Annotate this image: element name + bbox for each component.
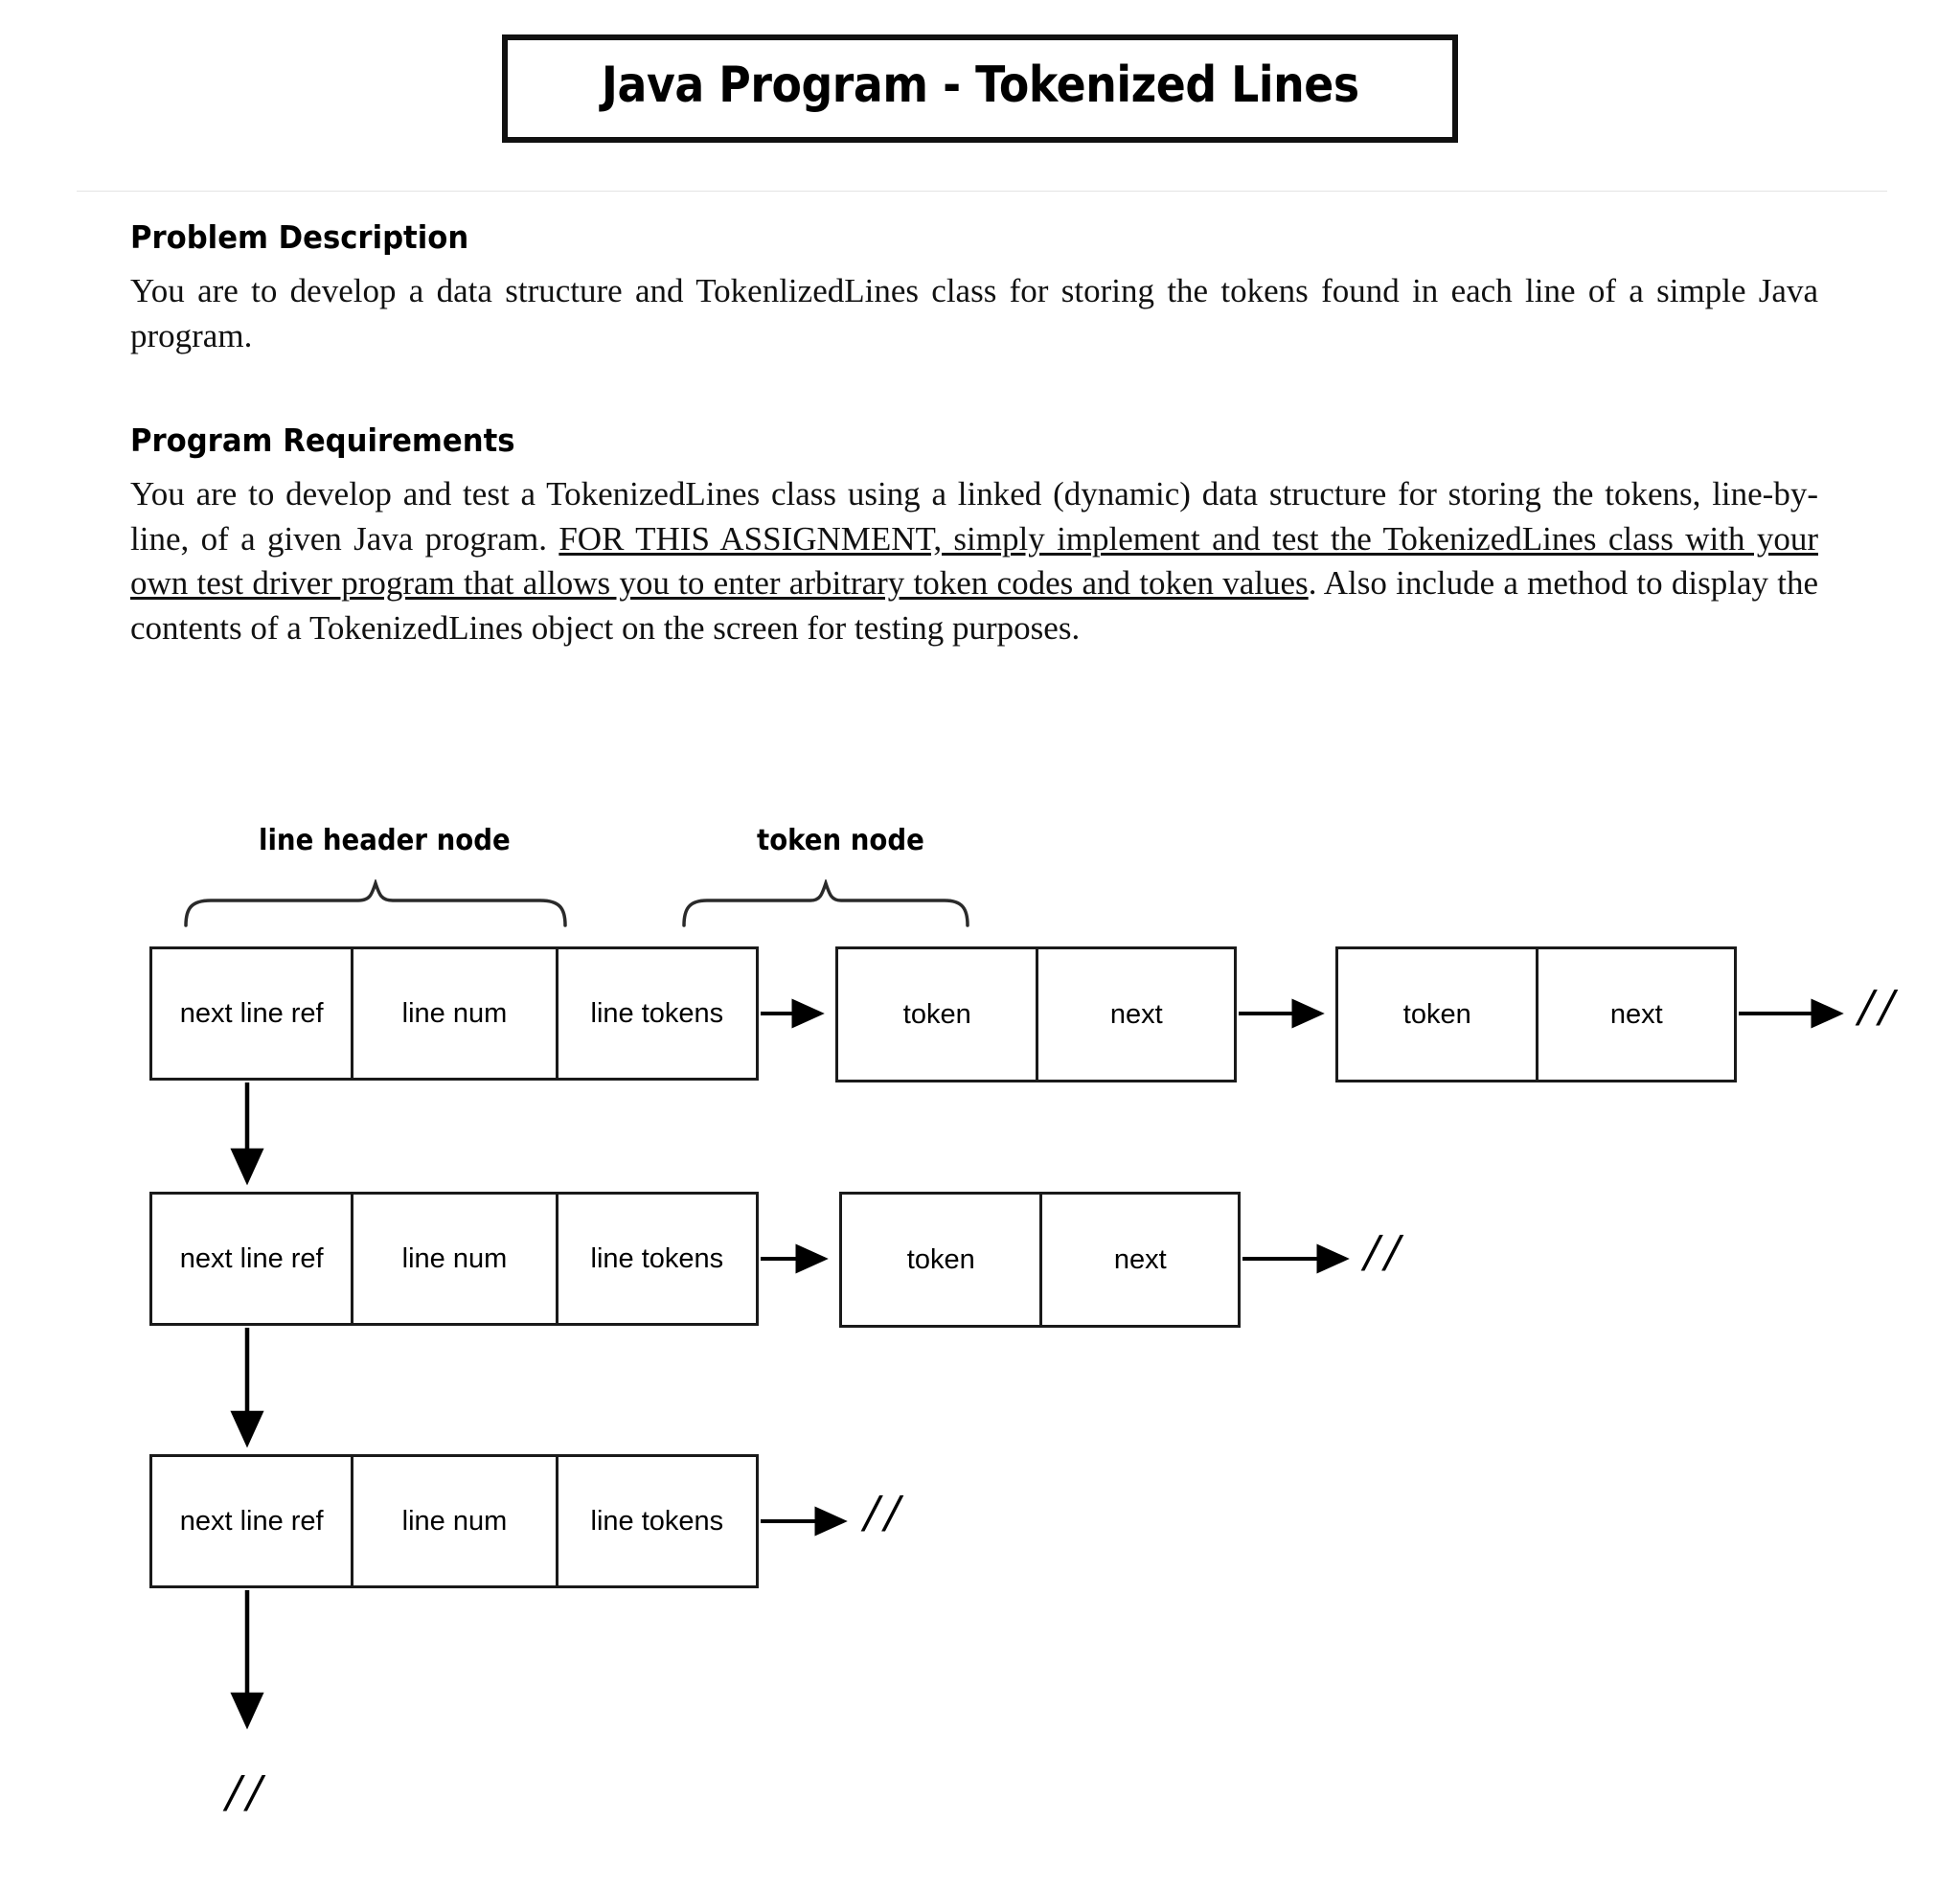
- token-node-row-1-item-2: [1335, 946, 1737, 1082]
- token-node-row-1-item-1: [835, 946, 1237, 1082]
- paragraph-problem-description: You are to develop a data structure and TokenlizedLines class for storing the tokens found in each line of a simple Java program.: [130, 272, 1818, 354]
- page-title-banner: [0, 0, 1960, 143]
- line-header-node-row-3: [149, 1454, 759, 1588]
- brace-token-node: [682, 879, 969, 927]
- linked-structure-diagram: [0, 805, 1960, 1887]
- cell-token: token: [902, 998, 971, 1030]
- cell-next-line-ref: next line ref: [179, 997, 324, 1029]
- cell-line-tokens: line tokens: [556, 949, 756, 1078]
- token-node-row-2-item-1: [839, 1192, 1241, 1328]
- paragraph-program-requirements: [130, 472, 1818, 650]
- cell-line-tokens: line tokens: [556, 1457, 756, 1585]
- cell-line-num: line num: [351, 949, 555, 1078]
- section-heading-program-requirements: Program Requirements: [130, 421, 515, 460]
- brace-line-header-node: [184, 879, 567, 927]
- document-body: [130, 218, 1818, 650]
- cell-next-line-ref: next line ref: [179, 1505, 324, 1537]
- header-divider: [77, 191, 1887, 192]
- line-header-node-row-1: [149, 946, 759, 1081]
- section-gap: [130, 358, 1818, 421]
- cell-next: next: [1036, 949, 1234, 1080]
- cell-line-num: line num: [351, 1457, 555, 1585]
- cell-line-tokens: line tokens: [556, 1195, 756, 1323]
- null-terminator-row-1: //: [1858, 978, 1901, 1037]
- requirements-text-lead: You are to develop and test a TokenizedLines class using a linked (dynamic) data structure for storing the tokens, line-by-line, of a given Java program.: [130, 475, 1818, 558]
- null-terminator-row-2: //: [1364, 1223, 1406, 1283]
- cell-token: token: [906, 1243, 975, 1275]
- null-terminator-row-3: //: [864, 1484, 906, 1543]
- section-heading-problem-description: Problem Description: [130, 218, 469, 256]
- cell-next: next: [1039, 1195, 1238, 1325]
- cell-next: next: [1536, 949, 1734, 1080]
- title-box: [502, 34, 1459, 143]
- cell-line-num: line num: [351, 1195, 555, 1323]
- page-title: Java Program - Tokenized Lines: [601, 57, 1359, 114]
- null-terminator-list-end: //: [226, 1764, 268, 1823]
- cell-token: token: [1402, 998, 1471, 1030]
- cell-next-line-ref: next line ref: [179, 1242, 324, 1274]
- line-header-node-row-2: [149, 1192, 759, 1326]
- diagram-label-line-header-node: line header node: [259, 824, 511, 857]
- diagram-label-token-node: token node: [757, 824, 924, 857]
- requirements-text-tail: . Also include a method to display the contents of a TokenizedLines object on the screen for testing purposes.: [130, 564, 1818, 647]
- requirements-text-emphasis: FOR THIS ASSIGNMENT, simply implement and test the TokenizedLines class with your own test driver program that allows you to enter arbitrary token codes and token values: [130, 519, 1818, 603]
